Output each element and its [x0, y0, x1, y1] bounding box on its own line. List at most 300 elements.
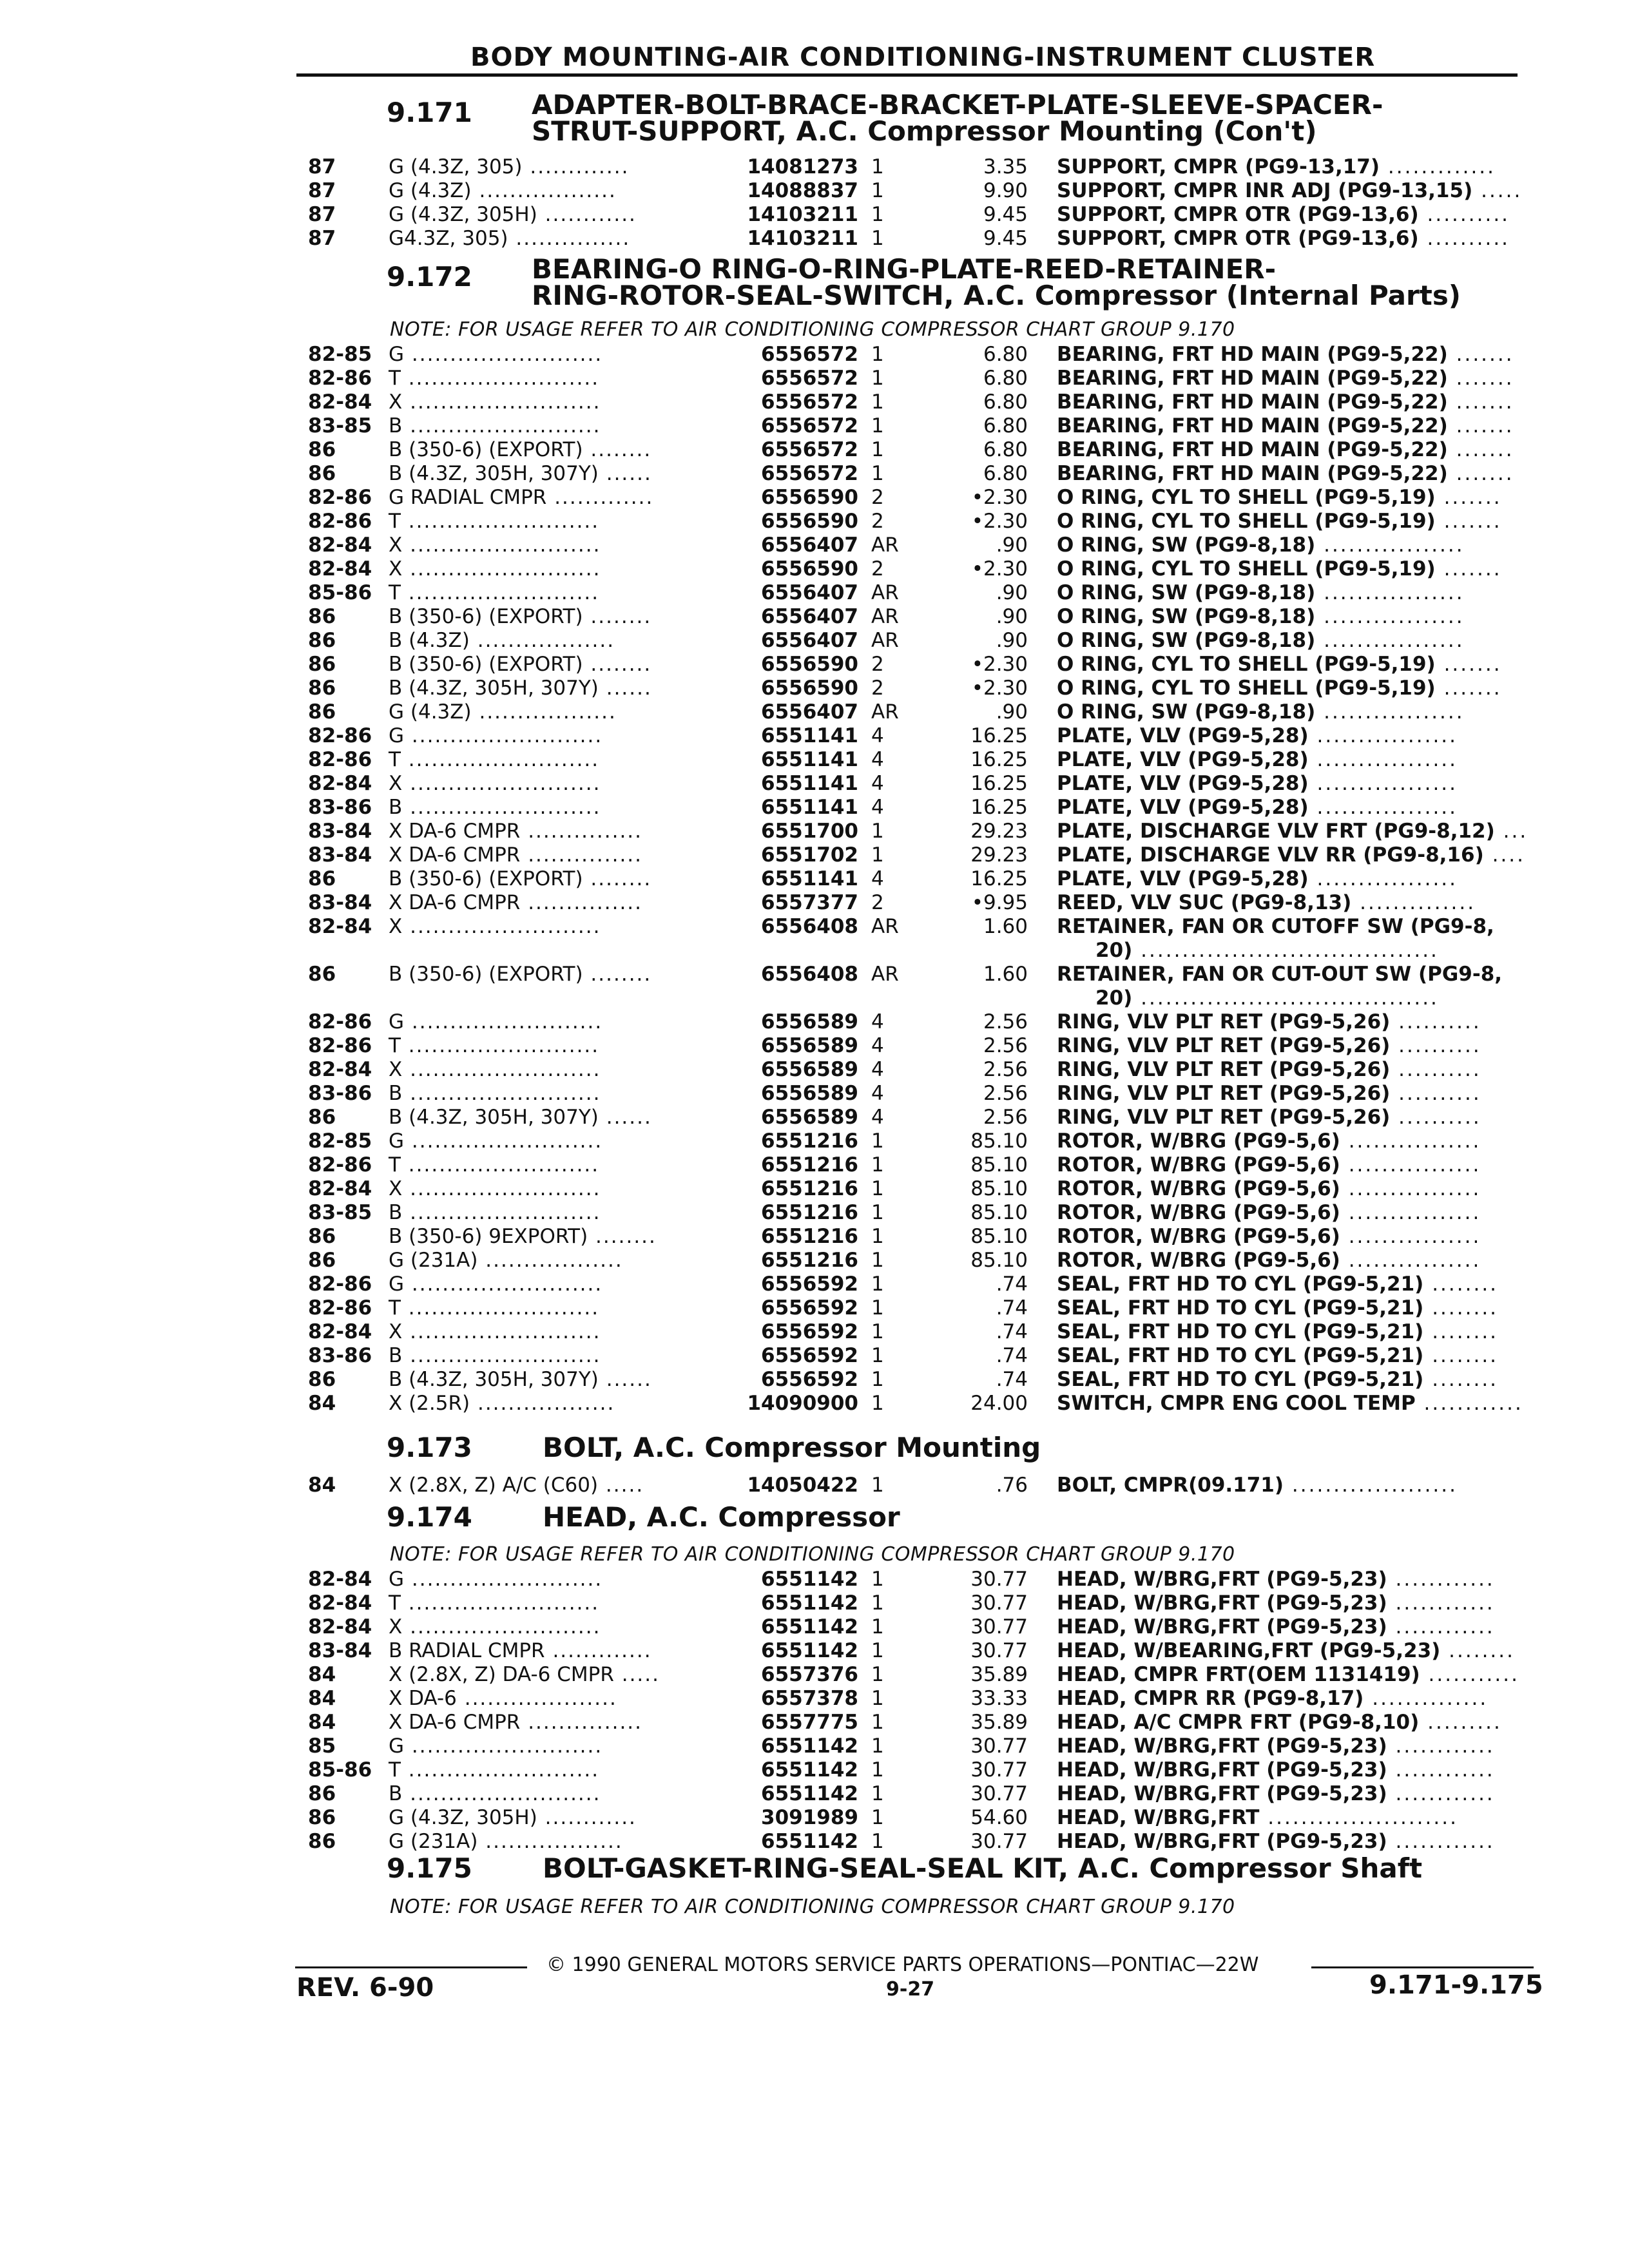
group-number: 9.173	[387, 1432, 472, 1463]
quantity: 1	[871, 1249, 884, 1272]
dot-leader: ..................	[471, 179, 617, 202]
model-years: 86	[308, 700, 336, 724]
model-text: B	[389, 1082, 403, 1105]
description-text: PLATE, VLV (PG9-5,28)	[1057, 796, 1309, 819]
model-text: X DA-6 CMPR	[389, 1711, 521, 1734]
dot-leader: ..........	[1418, 227, 1510, 250]
part-description	[1057, 414, 1514, 438]
dot-leader: .........................	[400, 748, 600, 771]
model-usage	[389, 1568, 602, 1591]
description-text: SEAL, FRT HD TO CYL (PG9-5,21)	[1057, 1368, 1424, 1391]
parts-row	[0, 1249, 1629, 1273]
part-number: 6556589	[761, 1106, 858, 1129]
model-text: T	[389, 1758, 401, 1782]
dot-leader: .........................	[404, 343, 603, 366]
part-description	[1057, 963, 1502, 986]
parts-row	[0, 1711, 1629, 1735]
part-number: 6551142	[761, 1568, 858, 1591]
model-text: G	[389, 1568, 405, 1591]
model-years: 86	[308, 1225, 336, 1248]
model-usage	[389, 581, 599, 605]
quantity: 4	[871, 1058, 884, 1081]
footer-group-range: 9.171-9.175	[1369, 1970, 1543, 2000]
model-usage	[389, 227, 630, 251]
dot-leader: .......	[1447, 367, 1514, 390]
quantity: 4	[871, 748, 884, 771]
quantity: 1	[871, 1368, 884, 1391]
part-number: 6556572	[761, 414, 858, 437]
dot-leader: ............	[1415, 1392, 1523, 1415]
model-text: G (4.3Z)	[389, 179, 472, 202]
model-years: 82-84	[308, 772, 372, 795]
dot-leader: ............	[1387, 1615, 1495, 1639]
model-years: 82-86	[308, 367, 372, 390]
part-description	[1057, 367, 1514, 390]
price: 33.33	[970, 1687, 1028, 1710]
part-description	[1057, 1177, 1481, 1201]
footer-copyright: © 1990 GENERAL MOTORS SERVICE PARTS OPERATIONS—PONTIAC—22W	[546, 1954, 1259, 1976]
part-description	[1057, 1320, 1498, 1344]
model-years: 82-86	[308, 1034, 372, 1057]
model-usage	[389, 1663, 660, 1687]
part-number: 6551142	[761, 1615, 858, 1639]
dot-leader: ................	[1340, 1225, 1481, 1248]
model-usage	[389, 1687, 617, 1711]
part-description	[1057, 533, 1465, 557]
dot-leader: .........................	[400, 1296, 600, 1320]
dot-leader: .........................	[402, 1320, 601, 1343]
parts-row	[0, 915, 1629, 962]
model-usage	[389, 1639, 652, 1663]
dot-leader: .........................	[404, 1010, 603, 1033]
model-years: 86	[308, 1782, 336, 1805]
description-text: HEAD, W/BRG,FRT (PG9-5,23)	[1057, 1615, 1387, 1639]
part-description	[1057, 227, 1510, 251]
model-years: 82-86	[308, 1296, 372, 1320]
part-number: 6557377	[761, 891, 858, 914]
model-text: X	[389, 533, 403, 557]
model-text: B	[389, 1782, 403, 1805]
model-usage	[389, 867, 651, 891]
quantity: 1	[871, 390, 884, 414]
part-number: 6551142	[761, 1830, 858, 1853]
dot-leader: .........	[1419, 1711, 1502, 1734]
part-description	[1057, 1344, 1498, 1368]
quantity: 1	[871, 1568, 884, 1591]
part-number: 14103211	[747, 227, 858, 250]
model-usage	[389, 1735, 602, 1758]
model-usage	[389, 1201, 601, 1225]
model-usage	[389, 533, 601, 557]
dot-leader: ....................................	[1132, 986, 1439, 1010]
part-description	[1057, 1225, 1481, 1249]
dot-leader: .................	[1308, 796, 1458, 819]
model-text: B (350-6) (EXPORT)	[389, 963, 583, 986]
description-text: O RING, SW (PG9-8,18)	[1057, 629, 1316, 652]
parts-row	[0, 155, 1629, 179]
part-number: 6551141	[761, 796, 858, 819]
model-text: B (4.3Z)	[389, 629, 470, 652]
description-text: O RING, SW (PG9-8,18)	[1057, 581, 1316, 604]
model-years: 82-84	[308, 1591, 372, 1615]
model-years: 82-85	[308, 343, 372, 366]
part-number: 6551216	[761, 1225, 858, 1248]
quantity: 1	[871, 1830, 884, 1853]
part-number: 6556592	[761, 1320, 858, 1343]
part-description	[1057, 748, 1458, 772]
quantity: 4	[871, 1034, 884, 1057]
dot-leader: ........	[1423, 1296, 1499, 1320]
dot-leader: ........	[583, 867, 652, 890]
parts-row	[0, 700, 1629, 724]
price: 6.80	[983, 462, 1028, 485]
part-number: 6556590	[761, 510, 858, 533]
part-description	[1057, 1782, 1495, 1806]
dot-leader: ........	[588, 1225, 657, 1248]
part-description	[1057, 1687, 1488, 1711]
price: 35.89	[970, 1663, 1028, 1686]
dot-leader: ..........	[1390, 1082, 1481, 1105]
dot-leader: .........................	[404, 1735, 603, 1758]
price: .74	[996, 1344, 1028, 1367]
price: 16.25	[970, 724, 1028, 747]
part-description	[1057, 1201, 1481, 1225]
price: 6.80	[983, 438, 1028, 461]
model-text: T	[389, 1153, 401, 1177]
model-usage	[389, 772, 601, 796]
model-usage	[389, 843, 642, 867]
price: •2.30	[971, 486, 1028, 509]
description-text: ROTOR, W/BRG (PG9-5,6)	[1057, 1129, 1340, 1153]
part-description	[1057, 203, 1510, 227]
model-text: G (4.3Z)	[389, 700, 472, 724]
dot-leader: .......................	[1259, 1806, 1458, 1829]
model-years: 84	[308, 1711, 336, 1734]
model-text: G	[389, 1735, 405, 1758]
dot-leader: .......	[1435, 510, 1502, 533]
model-years: 86	[308, 629, 336, 652]
page-header-title: BODY MOUNTING-AIR CONDITIONING-INSTRUMENT CLUSTER	[470, 43, 1376, 72]
quantity: 2	[871, 653, 884, 676]
parts-row	[0, 724, 1629, 748]
dot-leader: .............	[522, 155, 630, 178]
description-text: ROTOR, W/BRG (PG9-5,6)	[1057, 1201, 1340, 1224]
footer-revision: REV. 6-90	[296, 1973, 434, 2003]
dot-leader: ....................	[456, 1687, 617, 1710]
model-years: 84	[308, 1663, 336, 1686]
part-description	[1057, 179, 1522, 203]
parts-row	[0, 179, 1629, 203]
description-text: BOLT, CMPR(09.171)	[1057, 1474, 1284, 1497]
part-description	[1057, 1830, 1495, 1854]
part-number: 6551216	[761, 1177, 858, 1200]
part-number: 6556592	[761, 1296, 858, 1320]
price: 30.77	[970, 1615, 1028, 1639]
description-text: O RING, SW (PG9-8,18)	[1057, 533, 1316, 557]
part-number: 6551142	[761, 1758, 858, 1782]
part-number: 6556590	[761, 677, 858, 700]
dot-leader: .........................	[402, 796, 601, 819]
parts-row	[0, 390, 1629, 414]
price: 2.56	[983, 1082, 1028, 1105]
group-number: 9.174	[387, 1501, 472, 1533]
part-description	[1057, 557, 1502, 581]
dot-leader: .........................	[400, 1591, 600, 1615]
quantity: 1	[871, 1201, 884, 1224]
model-text: X	[389, 390, 403, 414]
parts-row	[0, 1201, 1629, 1225]
part-number: 6551700	[761, 820, 858, 843]
dot-leader: ..................	[471, 700, 617, 724]
quantity: 1	[871, 1344, 884, 1367]
price: 29.23	[970, 843, 1028, 867]
dot-leader: ........	[583, 653, 652, 676]
dot-leader: .........................	[404, 1129, 603, 1153]
dot-leader: .................	[1315, 533, 1465, 557]
model-usage	[389, 820, 642, 843]
quantity: AR	[871, 963, 899, 986]
part-description-continued	[1095, 939, 1439, 963]
part-description	[1057, 843, 1525, 867]
quantity: 2	[871, 486, 884, 509]
part-description	[1057, 867, 1458, 891]
quantity: 1	[871, 1225, 884, 1248]
model-years: 84	[308, 1687, 336, 1710]
footer-rule-right	[1311, 1966, 1534, 1968]
model-text: X	[389, 915, 403, 938]
dot-leader: .........................	[404, 1273, 603, 1296]
price: 3.35	[983, 155, 1028, 178]
dot-leader: ........	[583, 605, 652, 628]
description-text: BEARING, FRT HD MAIN (PG9-5,22)	[1057, 343, 1448, 366]
dot-leader: .........................	[402, 1177, 601, 1200]
part-number: 6556572	[761, 462, 858, 485]
dot-leader: .........................	[402, 557, 601, 581]
model-years: 85-86	[308, 1758, 372, 1782]
model-text: G (231A)	[389, 1249, 478, 1272]
part-description	[1057, 1058, 1481, 1082]
part-number: 6551142	[761, 1782, 858, 1805]
part-number: 6557378	[761, 1687, 858, 1710]
price: 16.25	[970, 796, 1028, 819]
group-title-line: STRUT-SUPPORT, A.C. Compressor Mounting (Con't)	[532, 115, 1317, 147]
dot-leader: ................	[1340, 1177, 1481, 1200]
price: 24.00	[970, 1392, 1028, 1415]
model-text: B (350-6) 9EXPORT)	[389, 1225, 588, 1248]
description-text: BEARING, FRT HD MAIN (PG9-5,22)	[1057, 414, 1448, 437]
price: 16.25	[970, 748, 1028, 771]
description-text: HEAD, W/BRG,FRT (PG9-5,23)	[1057, 1735, 1387, 1758]
model-text: X	[389, 1177, 403, 1200]
quantity: 1	[871, 1177, 884, 1200]
parts-row	[0, 1615, 1629, 1639]
dot-leader: ....	[1483, 843, 1526, 867]
part-number: 6551142	[761, 1591, 858, 1615]
model-years: 86	[308, 438, 336, 461]
description-text-continued: 20)	[1095, 986, 1133, 1010]
quantity: 2	[871, 891, 884, 914]
description-text: PLATE, VLV (PG9-5,28)	[1057, 748, 1309, 771]
description-text: PLATE, DISCHARGE VLV RR (PG9-8,16)	[1057, 843, 1484, 867]
description-text: BEARING, FRT HD MAIN (PG9-5,22)	[1057, 367, 1448, 390]
dot-leader: ..........	[1390, 1034, 1481, 1057]
dot-leader: .......	[1447, 414, 1514, 437]
price: 30.77	[970, 1830, 1028, 1853]
model-years: 83-86	[308, 1344, 372, 1367]
group-title-line: RING-ROTOR-SEAL-SWITCH, A.C. Compressor (Internal Parts)	[532, 280, 1461, 311]
dot-leader: .......	[1435, 677, 1502, 700]
part-description	[1057, 1082, 1481, 1106]
usage-note: NOTE: FOR USAGE REFER TO AIR CONDITIONING COMPRESSOR CHART GROUP 9.170	[390, 1543, 1235, 1566]
model-years: 82-86	[308, 1010, 372, 1033]
group-title-line: HEAD, A.C. Compressor	[543, 1501, 900, 1533]
parts-row	[0, 1177, 1629, 1201]
dot-leader: ..........	[1390, 1010, 1481, 1033]
parts-row	[0, 653, 1629, 677]
group-number: 9.175	[387, 1852, 472, 1884]
quantity: 1	[871, 1615, 884, 1639]
price: 9.45	[983, 227, 1028, 250]
dot-leader: .................	[1308, 772, 1458, 795]
dot-leader: ..........	[1418, 203, 1510, 226]
price: 1.60	[983, 915, 1028, 938]
model-usage	[389, 1273, 602, 1296]
price: 30.77	[970, 1758, 1028, 1782]
model-usage	[389, 891, 642, 915]
price: 9.45	[983, 203, 1028, 226]
dot-leader: ............	[1387, 1758, 1495, 1782]
part-description	[1057, 1758, 1495, 1782]
quantity: 1	[871, 1782, 884, 1805]
dot-leader: .........................	[402, 1201, 601, 1224]
price: •9.95	[971, 891, 1028, 914]
model-text: X	[389, 772, 403, 795]
group-title-line: ADAPTER-BOLT-BRACE-BRACKET-PLATE-SLEEVE-SPACER-	[532, 89, 1383, 120]
part-description	[1057, 390, 1514, 414]
parts-row	[0, 227, 1629, 251]
quantity: 2	[871, 557, 884, 581]
description-text: O RING, SW (PG9-8,18)	[1057, 700, 1316, 724]
description-text: HEAD, W/BRG,FRT (PG9-5,23)	[1057, 1758, 1387, 1782]
model-usage	[389, 724, 602, 748]
model-years: 82-84	[308, 1177, 372, 1200]
part-number: 6556590	[761, 653, 858, 676]
description-text: PLATE, VLV (PG9-5,28)	[1057, 724, 1309, 747]
model-years: 84	[308, 1392, 336, 1415]
model-years: 82-85	[308, 1129, 372, 1153]
part-number: 6551141	[761, 772, 858, 795]
description-text: O RING, CYL TO SHELL (PG9-5,19)	[1057, 653, 1436, 676]
dot-leader: .......	[1435, 653, 1502, 676]
parts-row	[0, 486, 1629, 510]
parts-row	[0, 1687, 1629, 1711]
part-description	[1057, 343, 1514, 367]
dot-leader: ............	[1387, 1568, 1495, 1591]
model-usage	[389, 1058, 601, 1082]
price: 2.56	[983, 1034, 1028, 1057]
part-description	[1057, 1568, 1495, 1591]
dot-leader: ................	[1340, 1153, 1481, 1177]
model-years: 86	[308, 1830, 336, 1853]
dot-leader: .........................	[402, 533, 601, 557]
part-number: 6556407	[761, 581, 858, 604]
parts-row	[0, 1058, 1629, 1082]
parts-row	[0, 748, 1629, 772]
description-text: PLATE, DISCHARGE VLV FRT (PG9-8,12)	[1057, 820, 1495, 843]
model-usage	[389, 1758, 599, 1782]
model-years: 87	[308, 179, 336, 202]
parts-row	[0, 1474, 1629, 1497]
part-number: 6556592	[761, 1368, 858, 1391]
model-years: 82-86	[308, 1273, 372, 1296]
model-years: 82-84	[308, 557, 372, 581]
description-text: HEAD, W/BRG,FRT	[1057, 1806, 1260, 1829]
model-usage	[389, 1249, 623, 1273]
price: 85.10	[970, 1201, 1028, 1224]
model-usage	[389, 1806, 637, 1830]
part-description	[1057, 1034, 1481, 1058]
description-text: PLATE, VLV (PG9-5,28)	[1057, 772, 1309, 795]
part-description	[1057, 1663, 1519, 1687]
dot-leader: ........	[1440, 1639, 1515, 1662]
parts-row	[0, 438, 1629, 462]
parts-row	[0, 1639, 1629, 1663]
model-years: 86	[308, 1368, 336, 1391]
dot-leader: ..................	[470, 1392, 615, 1415]
model-usage	[389, 629, 615, 653]
description-text: RING, VLV PLT RET (PG9-5,26)	[1057, 1058, 1391, 1081]
parts-row	[0, 1082, 1629, 1106]
price: 85.10	[970, 1225, 1028, 1248]
price: .74	[996, 1296, 1028, 1320]
dot-leader: ............	[1387, 1735, 1495, 1758]
part-number: 6556589	[761, 1010, 858, 1033]
part-number: 14050422	[747, 1474, 858, 1497]
parts-row	[0, 1106, 1629, 1129]
dot-leader: ................	[1340, 1249, 1481, 1272]
quantity: 1	[871, 843, 884, 867]
group-title-line: BOLT, A.C. Compressor Mounting	[543, 1432, 1041, 1463]
model-usage	[389, 1034, 599, 1058]
model-years: 86	[308, 677, 336, 700]
dot-leader: .............	[546, 486, 654, 509]
price: .90	[996, 533, 1028, 557]
model-years: 85-86	[308, 581, 372, 604]
parts-row	[0, 1568, 1629, 1591]
dot-leader: .........................	[400, 1034, 600, 1057]
price: 85.10	[970, 1153, 1028, 1177]
model-years: 86	[308, 1806, 336, 1829]
dot-leader: ......	[598, 677, 652, 700]
part-number: 6556590	[761, 486, 858, 509]
dot-leader: ........	[583, 963, 652, 986]
parts-row	[0, 605, 1629, 629]
quantity: 1	[871, 1687, 884, 1710]
dot-leader: .......	[1447, 343, 1514, 366]
part-description	[1057, 820, 1528, 843]
quantity: 4	[871, 724, 884, 747]
price: 2.56	[983, 1106, 1028, 1129]
model-text: T	[389, 748, 401, 771]
model-text: G4.3Z, 305)	[389, 227, 508, 250]
dot-leader: ..............	[1364, 1687, 1489, 1710]
quantity: 1	[871, 1153, 884, 1177]
dot-leader: .................	[1308, 748, 1458, 771]
model-usage	[389, 557, 601, 581]
part-number: 6551141	[761, 748, 858, 771]
price: .90	[996, 629, 1028, 652]
part-description	[1057, 700, 1465, 724]
